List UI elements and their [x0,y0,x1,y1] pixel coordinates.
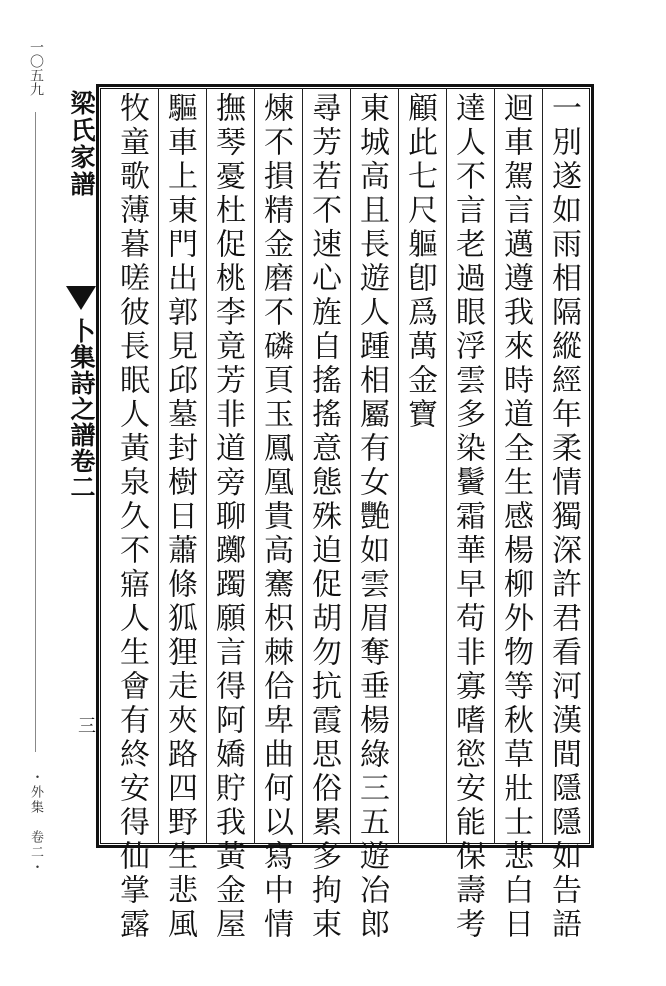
text-column: 尋芳若不速心旌自搖搖意態殊迫促胡勿抗霞思俗累多拘束 [306,92,341,942]
text-column: 顧此七尺軀卽爲萬金寶 [402,92,437,432]
fold-column [64,86,98,846]
text-column: 撫琴憂杜促桃李竟芳非道旁聊躑躅願言得阿嬌貯我黃金屋 [210,92,245,942]
column-divider [206,88,207,844]
column-divider [254,88,255,844]
column-divider [542,88,543,844]
text-column: 達人不言老過眼浮雲多染鬢霜華早苟非寡嗜慾安能保壽考 [450,92,485,942]
book-title: 梁氏家譜 [67,90,96,198]
section-title: 卜集詩之譜卷二 [67,318,96,500]
fish-tail-mark [66,286,96,310]
collection-note: ・外集 卷二・ [28,770,43,875]
text-column: 驅車上東門出郭見邱墓封樹日蕭條狐狸走夾路四野生悲風 [162,92,197,942]
text-column: 迴車駕言邁遵我來時道全生感楊柳外物等秋草壯士悲白日 [498,92,533,942]
column-divider [446,88,447,844]
column-divider [494,88,495,844]
column-divider [158,88,159,844]
text-column: 牧童歌薄暮嗟彼長眠人黃泉久不寤人生會有終安得仙掌露 [114,92,149,942]
leaf-number: 三 [75,716,96,734]
margin-rule-top [35,112,36,752]
column-divider [398,88,399,844]
text-column: 一別遂如雨相隔縱經年柔情獨深許君看河漢間隱隱如告語 [546,92,581,942]
column-divider [302,88,303,844]
column-divider [350,88,351,844]
text-column: 煉不損精金磨不磷頁玉鳳凰貴高騫枳棘佮卑曲何以寫中情 [258,92,293,942]
page-number: 一〇五九 [28,40,44,96]
text-column: 東城高且長遊人踵相屬有女艷如雲眉奪垂楊綠三五遊冶郎 [354,92,389,942]
